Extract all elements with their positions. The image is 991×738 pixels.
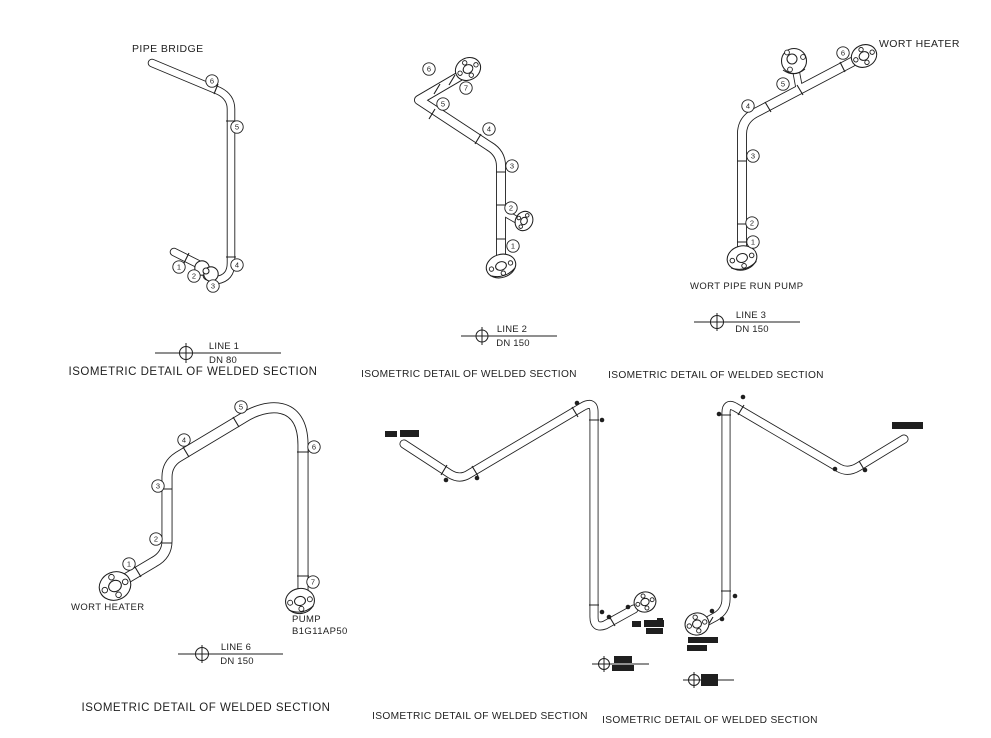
callout-number: 3 xyxy=(750,151,756,161)
callout-number: 6 xyxy=(209,76,215,86)
equipment-label-pump: PUMP xyxy=(292,614,322,625)
redaction-bar xyxy=(688,637,718,643)
callout-number: 7 xyxy=(310,577,316,587)
redaction-bar xyxy=(687,645,707,651)
redaction-bar xyxy=(612,665,634,671)
callout-number: 7 xyxy=(463,83,469,93)
flange-bore xyxy=(203,268,209,274)
caption: ISOMETRIC DETAIL OF WELDED SECTION xyxy=(361,369,577,380)
callout-dot xyxy=(863,468,868,473)
line-designation-redacted xyxy=(592,656,649,672)
equipment-label-wort-pipe-run-pump: WORT PIPE RUN PUMP xyxy=(690,281,804,292)
callout-dot xyxy=(733,594,738,599)
callout-number: 1 xyxy=(176,262,182,272)
line-designation-1 xyxy=(155,341,281,366)
diagram-line-1 xyxy=(69,43,318,378)
bolt-hole xyxy=(287,600,293,606)
callout-number: 2 xyxy=(153,534,159,544)
callout-dot xyxy=(444,478,449,483)
callout-number: 3 xyxy=(509,161,515,171)
flange-end xyxy=(683,610,712,637)
line-name: LINE 2 xyxy=(496,324,528,335)
line-name: LINE 3 xyxy=(735,310,767,321)
callout-number: 2 xyxy=(508,203,514,213)
caption: ISOMETRIC DETAIL OF WELDED SECTION xyxy=(81,702,331,714)
redaction-bar xyxy=(614,656,632,663)
callout-number: 6 xyxy=(840,48,846,58)
line-designation-6 xyxy=(178,642,283,667)
flange-bore xyxy=(787,54,797,64)
callout-number: 4 xyxy=(745,101,751,111)
caption: ISOMETRIC DETAIL OF WELDED SECTION xyxy=(602,715,818,726)
caption: ISOMETRIC DETAIL OF WELDED SECTION xyxy=(608,370,824,381)
equipment-label-pipe-bridge: PIPE BRIDGE xyxy=(132,43,204,55)
line-name: LINE 6 xyxy=(220,642,252,653)
redaction-bar xyxy=(400,430,419,437)
callout-number: 1 xyxy=(750,237,756,247)
callout-number: 5 xyxy=(780,79,786,89)
callout-number: 4 xyxy=(234,260,240,270)
callout-number: 5 xyxy=(238,402,244,412)
flange-branch xyxy=(782,49,807,74)
redaction-bar xyxy=(385,431,397,437)
callout-number: 2 xyxy=(749,218,755,228)
callout-number: 5 xyxy=(440,99,446,109)
bolt-hole xyxy=(788,67,793,72)
line-designation-3 xyxy=(694,310,800,335)
diagram-line-3 xyxy=(608,38,960,381)
callout-number: 3 xyxy=(210,281,216,291)
diagram-redacted-a xyxy=(372,401,664,722)
redaction-bar xyxy=(646,628,663,634)
callout-number: 6 xyxy=(426,64,432,74)
pipe-run-outline xyxy=(404,404,634,626)
bolt-hole xyxy=(298,606,304,612)
flange-bottom xyxy=(483,250,519,281)
pipe-run-fill xyxy=(127,408,303,593)
pipe-run-fill xyxy=(419,76,501,259)
pipe-run-outline xyxy=(152,63,231,280)
callout-number: 5 xyxy=(234,122,240,132)
equipment-label-pump-tag: B1G11AP50 xyxy=(292,626,348,637)
line-size: DN 150 xyxy=(496,338,530,349)
callout-dot xyxy=(600,418,605,423)
pipe-run-fill xyxy=(702,405,904,624)
equipment-label-wort-heater: WORT HEATER xyxy=(71,602,145,613)
callout-number: 1 xyxy=(126,559,132,569)
callout-dot xyxy=(833,467,838,472)
callout-dot xyxy=(717,412,722,417)
callout-dot xyxy=(710,609,715,614)
callout-dot xyxy=(600,610,605,615)
redaction-bar xyxy=(657,618,663,626)
line-size: DN 150 xyxy=(220,656,254,667)
caption: ISOMETRIC DETAIL OF WELDED SECTION xyxy=(372,711,588,722)
redaction-bar xyxy=(892,422,923,429)
callout-dot xyxy=(741,395,746,400)
bolt-hole xyxy=(801,55,806,60)
diagram-line-2 xyxy=(361,53,577,380)
callout-dot xyxy=(626,605,631,610)
line-name: LINE 1 xyxy=(208,341,240,352)
callout-dot xyxy=(720,617,725,622)
bolt-hole xyxy=(307,596,313,602)
pipe-run-outline xyxy=(702,405,904,624)
pipe-run-fill xyxy=(404,404,634,626)
caption: ISOMETRIC DETAIL OF WELDED SECTION xyxy=(68,366,318,378)
equipment-label-wort-heater: WORT HEATER xyxy=(879,38,960,50)
callout-dot xyxy=(607,615,612,620)
bolt-hole xyxy=(785,50,790,55)
callout-number: 3 xyxy=(155,481,161,491)
redaction-bar xyxy=(701,674,718,686)
callout-number: 2 xyxy=(191,271,197,281)
line-designation-redacted xyxy=(683,672,734,688)
flange-pump xyxy=(284,586,317,616)
line-size: DN 80 xyxy=(209,355,237,366)
diagram-redacted-b xyxy=(602,395,923,726)
callout-number: 4 xyxy=(181,435,187,445)
redaction-bar xyxy=(632,621,641,627)
callout-number: 4 xyxy=(486,124,492,134)
callout-number: 6 xyxy=(311,442,317,452)
callout-dot xyxy=(475,476,480,481)
line-designation-2 xyxy=(461,324,557,349)
diagram-line-6 xyxy=(71,401,348,714)
callout-number: 1 xyxy=(510,241,516,251)
line-size: DN 150 xyxy=(735,324,769,335)
callout-dot xyxy=(575,401,580,406)
